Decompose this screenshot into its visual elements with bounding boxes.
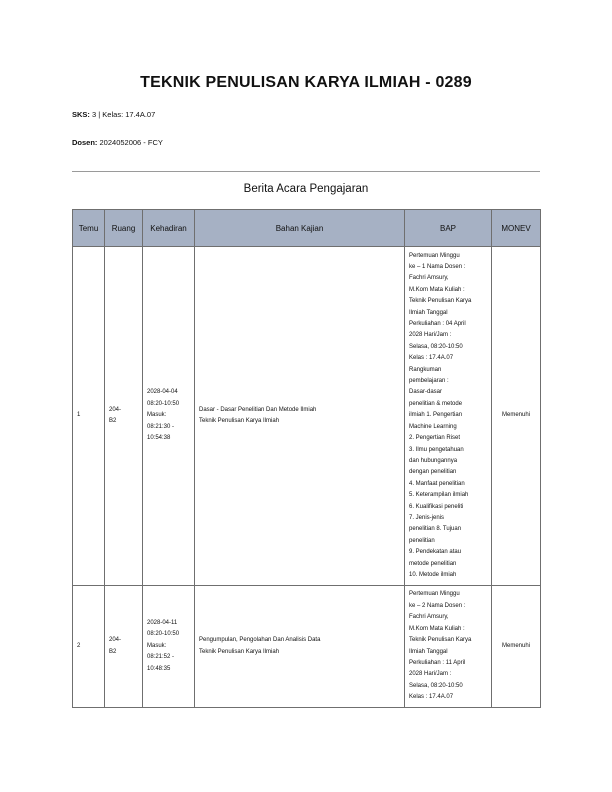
cell-monev: [492, 586, 541, 708]
kehadiran-value: 2028-04-04 08:20-10:50 Masuk: 08:21:30 - 10:54:38: [147, 389, 180, 442]
cell-temu: [73, 247, 105, 586]
lecturer-info: [72, 138, 163, 148]
ruang-value: 204- B2: [109, 406, 122, 424]
monev-value: Memenuhi: [501, 642, 530, 649]
teaching-record-table: [72, 209, 541, 708]
header-monev: MONEV: [492, 210, 541, 247]
document-title: TEKNIK PENULISAN KARYA ILMIAH - 0289: [140, 74, 472, 91]
bap-value: Pertemuan Minggu ke – 2 Nama Dosen : Fachri Amsury, M.Kom Mata Kuliah : Teknik Penulisan Karya Ilmiah Tanggal Perkuliahan : 11 April 2028 Hari/Jam : Selasa, 08:20-10:50 Kelas : 17.4A.07: [409, 591, 472, 701]
cell-monev: [492, 247, 541, 586]
cell-bap: [405, 247, 492, 586]
cell-temu: [73, 586, 105, 708]
table-row: [73, 247, 541, 586]
table-row: [73, 586, 541, 708]
ruang-value: 204- B2: [109, 637, 122, 655]
temu-value: 1: [77, 412, 81, 419]
cell-bap: [405, 586, 492, 708]
cell-bahan-kajian: [195, 247, 405, 586]
bap-value: Pertemuan Minggu ke – 1 Nama Dosen : Fachri Amsury, M.Kom Mata Kuliah : Teknik Penulisan Karya Ilmiah Tanggal Perkuliahan : 04 April 2028 Hari/Jam : Selasa, 08:20-10:50 Kelas : 17.4A.07 Rangkuman pembelajaran : Dasar-dasar penelitian & metode ilmiah 1. Pengertian Machine Learning 2. Pengertian Riset 3. Ilmu pengetahuan dan hubungannya dengan penelitian 4. Manfaat penelitian 5. Keterampilan ilmiah 6. Kualifikasi peneliti 7. Jenis-jenis penelitian 8. Tujuan penelitian 9. Pendekatan atau metode penelitian 10. Metode ilmiah: [409, 252, 472, 578]
cell-kehadiran: [143, 586, 195, 708]
bahan-kajian-value: Dasar - Dasar Penelitian Dan Metode Ilmiah Teknik Penulisan Karya Ilmiah: [199, 406, 317, 424]
section-title: Berita Acara Pengajaran: [243, 183, 369, 195]
header-temu: Temu: [73, 210, 105, 247]
bahan-kajian-value: Pengumpulan, Pengolahan Dan Analisis Data Teknik Penulisan Karya Ilmiah: [199, 637, 321, 655]
temu-value: 2: [77, 642, 81, 649]
course-info: [72, 110, 155, 120]
sks-label: SKS:: [72, 110, 90, 119]
cell-ruang: [105, 586, 143, 708]
section-divider: [72, 171, 540, 172]
header-ruang: Ruang: [105, 210, 143, 247]
monev-value: Memenuhi: [501, 412, 530, 419]
header-kehadiran: Kehadiran: [143, 210, 195, 247]
cell-kehadiran: [143, 247, 195, 586]
table-header-row: [73, 210, 541, 247]
dosen-label: Dosen:: [72, 138, 98, 147]
sks-value: 3 | Kelas: 17.4A.07: [92, 110, 156, 119]
cell-ruang: [105, 247, 143, 586]
cell-bahan-kajian: [195, 586, 405, 708]
kehadiran-value: 2028-04-11 08:20-10:50 Masuk: 08:21:52 - 10:48:35: [147, 619, 180, 672]
dosen-value: 2024052006 - FCY: [99, 138, 163, 147]
header-bahan-kajian: Bahan Kajian: [195, 210, 405, 247]
header-bap: BAP: [405, 210, 492, 247]
